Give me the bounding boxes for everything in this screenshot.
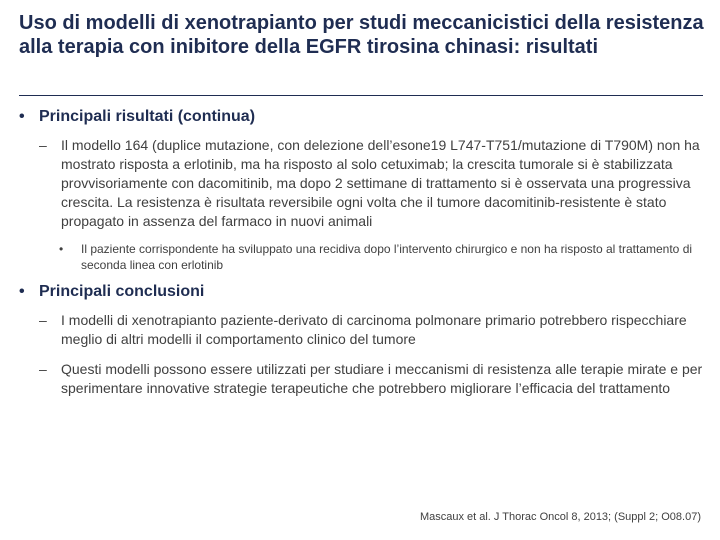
subbullet-resistance-mechanisms-text: Questi modelli possono essere utilizzati per studiare i meccanismi di resistenza alle terapie mirate e per sperimentare innovative strategie terapeutiche che potrebbero migliorare l’efficacia del trattamento: [61, 361, 703, 396]
slide-body: [19, 106, 709, 398]
dash-marker: –: [39, 312, 47, 328]
subbullet-model-164: [19, 136, 709, 231]
bullet-main-results: [19, 106, 709, 128]
bullet-main-conclusions: [19, 281, 709, 303]
slide-title: Uso di modelli di xenotrapianto per studi meccanicistici della resistenza alla terapia con inibitore della EGFR tirosina chinasi: risultati: [19, 12, 704, 58]
subsubbullet-patient-relapse: [19, 241, 709, 273]
subbullet-resistance-mechanisms: [19, 360, 709, 398]
bullet-marker: •: [19, 108, 25, 125]
subsubbullet-patient-relapse-text: Il paziente corrispondente ha sviluppato una recidiva dopo l’intervento chirurgico e non ha risposto al trattamento di seconda linea con erlotinib: [81, 242, 693, 272]
bullet-main-conclusions-label: Principali conclusioni: [39, 283, 205, 300]
subbullet-xenograft-models: [19, 311, 709, 349]
subbullet-model-164-text: Il modello 164 (duplice mutazione, con delezione dell’esone19 L747-T751/mutazione di T790M) non ha mostrato risposta a erlotinib, ma ha risposto al solo cetuximab; la crescita tumorale si è stabilizzata provvisoriamente con dacomitinib, ma dopo 2 settimane di trattamento si è osservata una progressiva crescita. La resistenza è risultata reversibile ogni volta che il tumore dacomitinib-resistente è stato propagato in assenza del farmaco in nuovi animali: [61, 137, 700, 229]
citation-footer: Mascaux et al. J Thorac Oncol 8, 2013; (Suppl 2; O08.07): [419, 511, 701, 523]
title-divider: [19, 95, 703, 96]
bullet-marker: •: [19, 283, 25, 300]
dash-marker: –: [39, 137, 47, 153]
bullet-main-results-label: Principali risultati (continua): [39, 108, 256, 125]
dash-marker: –: [39, 361, 47, 377]
subbullet-xenograft-models-text: I modelli di xenotrapianto paziente-derivato di carcinoma polmonare primario potrebbero rispecchiare meglio di altri modelli il comportamento clinico del tumore: [61, 312, 687, 347]
bullet-marker: •: [59, 242, 64, 256]
